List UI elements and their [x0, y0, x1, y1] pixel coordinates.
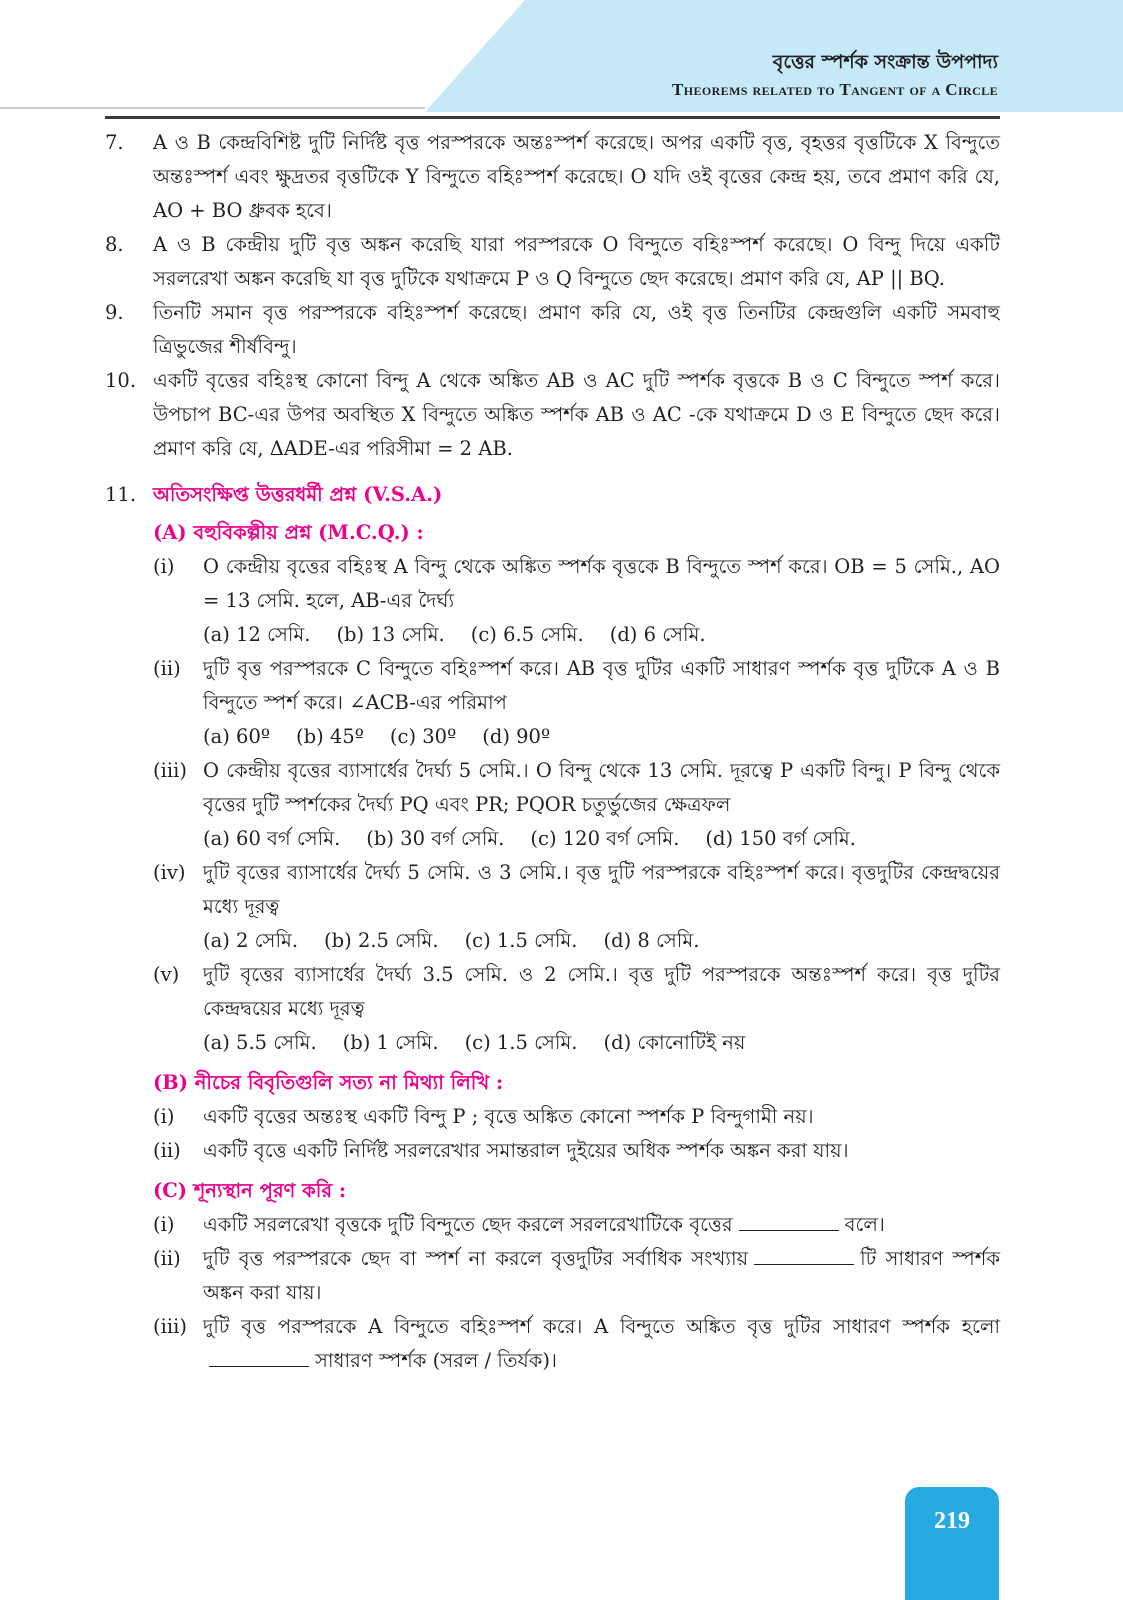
page-content — [105, 126, 1000, 1378]
answer-blank[interactable] — [209, 1348, 309, 1367]
mcq-options: (a) 2 সেমি. (b) 2.5 সেমি. (c) 1.5 সেমি. (d) 8 সেমি. — [203, 929, 700, 952]
mcq-item: (iv) দুটি বৃত্তের ব্যাসার্ধের দৈর্ঘ্য 5 সেমি. ও 3 সেমি.। বৃত্ত দুটি পরস্পরকে বহিঃস্পর্শ করে। বৃত্তদুটির কেন্দ্রদ্বয়ের মধ্যে দূরত্ব — [153, 861, 1000, 918]
question-7: 7. A ও B কেন্দ্রবিশিষ্ট দুটি নির্দিষ্ট বৃত্ত পরস্পরকে অন্তঃস্পর্শ করেছে। অপর একটি বৃত্ত, বৃহত্তর বৃত্তটিকে X বিন্দুতে অন্তঃস্পর্শ এবং ক্ষুদ্রতর বৃত্তটিকে Y বিন্দুতে বহিঃস্পর্শ করেছে। O যদি ওই বৃত্তের কেন্দ্র হয়, তবে প্রমাণ করি যে, AO + BO ধ্রুবক হবে। — [105, 131, 1000, 222]
question-9: 9. তিনটি সমান বৃত্ত পরস্পরকে বহিঃস্পর্শ করেছে। প্রমাণ করি যে, ওই বৃত্ত তিনটির কেন্দ্রগুলি একটি সমবাহু ত্রিভুজের শীর্ষবিন্দু। — [105, 301, 1000, 358]
mcq-options: (a) 60 বর্গ সেমি. (b) 30 বর্গ সেমি. (c) 120 বর্গ সেমি. (d) 150 বর্গ সেমি. — [203, 827, 856, 850]
true-false-item: (ii) একটি বৃত্তে একটি নির্দিষ্ট সরলরেখার সমান্তরাল দুইয়ের অধিক স্পর্শক অঙ্কন করা যায়। — [153, 1139, 849, 1162]
header-title-bengali: বৃত্তের স্পর্শক সংক্রান্ত উপপাদ্য — [772, 51, 998, 73]
true-false-item: (i) একটি বৃত্তের অন্তঃস্থ একটি বিন্দু P ; বৃত্তে অঙ্কিত কোনো স্পর্শক P বিন্দুগামী নয়। — [153, 1105, 814, 1128]
mcq-item: (ii) দুটি বৃত্ত পরস্পরকে C বিন্দুতে বহিঃস্পর্শ করে। AB বৃত্ত দুটির একটি সাধারণ স্পর্শক বৃত্ত দুটিকে A ও B বিন্দুতে স্পর্শ করে। ∠ACB-এর পরিমাপ — [153, 657, 1000, 714]
answer-blank[interactable] — [739, 1212, 839, 1231]
mcq-options: (a) 60º (b) 45º (c) 30º (d) 90º — [203, 725, 551, 748]
question-8: 8. A ও B কেন্দ্রীয় দুটি বৃত্ত অঙ্কন করেছি যারা পরস্পরকে O বিন্দুতে বহিঃস্পর্শ করেছে। O বিন্দু দিয়ে একটি সরলরেখা অঙ্কন করেছি যা বৃত্ত দুটিকে যথাক্রমে P ও Q বিন্দুতে ছেদ করেছে। প্রমাণ করি যে, AP || BQ. — [105, 233, 1000, 290]
mcq-options: (a) 12 সেমি. (b) 13 সেমি. (c) 6.5 সেমি. (d) 6 সেমি. — [203, 623, 706, 646]
section-b-title: (B) নীচের বিবৃতিগুলি সত্য না মিথ্যা লিখি : — [153, 1071, 504, 1094]
vsa-title: অতিসংক্ষিপ্ত উত্তরধর্মী প্রশ্ন (V.S.A.) — [153, 483, 443, 506]
mcq-item: (iii) O কেন্দ্রীয় বৃত্তের ব্যাসার্ধের দৈর্ঘ্য 5 সেমি.। O বিন্দু থেকে 13 সেমি. দূরত্বে P একটি বিন্দু। P বিন্দু থেকে বৃত্তের দুটি স্পর্শকের দৈর্ঘ্য PQ এবং PR; PQOR চতুর্ভুজের ক্ষেত্রফল — [153, 759, 1000, 816]
header-rule — [105, 116, 1000, 119]
mcq-options: (a) 5.5 সেমি. (b) 1 সেমি. (c) 1.5 সেমি. (d) কোনোটিই নয় — [203, 1031, 746, 1054]
section-c-title: (C) শূন্যস্থান পূরণ করি : — [153, 1179, 347, 1202]
fill-blank-item: (iii) দুটি বৃত্ত পরস্পরকে A বিন্দুতে বহিঃস্পর্শ করে। A বিন্দুতে অঙ্কিত বৃত্ত দুটির সাধারণ স্পর্শক হলোসাধারণ স্পর্শক (সরল / তির্যক)। — [153, 1315, 1000, 1372]
question-10: 10. একটি বৃত্তের বহিঃস্থ কোনো বিন্দু A থেকে অঙ্কিত AB ও AC দুটি স্পর্শক বৃত্তকে B ও C বিন্দুতে স্পর্শ করে। উপচাপ BC-এর উপর অবস্থিত X বিন্দুতে অঙ্কিত স্পর্শক AB ও AC -কে যথাক্রমে D ও E বিন্দুতে ছেদ করে। প্রমাণ করি যে, ΔADE-এর পরিসীমা = 2 AB. — [105, 369, 1000, 460]
question-11: 11. অতিসংক্ষিপ্ত উত্তরধর্মী প্রশ্ন (V.S.A.) — [105, 478, 1000, 512]
answer-blank[interactable] — [754, 1246, 854, 1265]
mcq-item: (i) O কেন্দ্রীয় বৃত্তের বহিঃস্থ A বিন্দু থেকে অঙ্কিত স্পর্শক বৃত্তকে B বিন্দুতে স্পর্শ করে। OB = 5 সেমি., AO = 13 সেমি. হলে, AB-এর দৈর্ঘ্য — [153, 555, 1000, 612]
page-number-tab — [905, 1487, 999, 1600]
page-number: 219 — [934, 1508, 970, 1534]
header-title-english: Theorems related to Tangent of a Circle — [671, 80, 998, 99]
fill-blank-item: (i) একটি সরলরেখা বৃত্তকে দুটি বিন্দুতে ছেদ করলে সরলরেখাটিকে বৃত্তের বলে। — [153, 1213, 885, 1236]
mcq-item: (v) দুটি বৃত্তের ব্যাসার্ধের দৈর্ঘ্য 3.5 সেমি. ও 2 সেমি.। বৃত্ত দুটি পরস্পরকে অন্তঃস্পর্শ করে। বৃত্ত দুটির কেন্দ্রদ্বয়ের মধ্যে দূরত্ব — [153, 963, 1000, 1020]
section-a-title: (A) বহুবিকল্পীয় প্রশ্ন (M.C.Q.) : — [153, 521, 424, 544]
fill-blank-item: (ii) দুটি বৃত্ত পরস্পরকে ছেদ বা স্পর্শ না করলে বৃত্তদুটির সর্বাধিক সংখ্যায় টি সাধারণ স্পর্শক অঙ্কন করা যায়। — [153, 1247, 1000, 1304]
